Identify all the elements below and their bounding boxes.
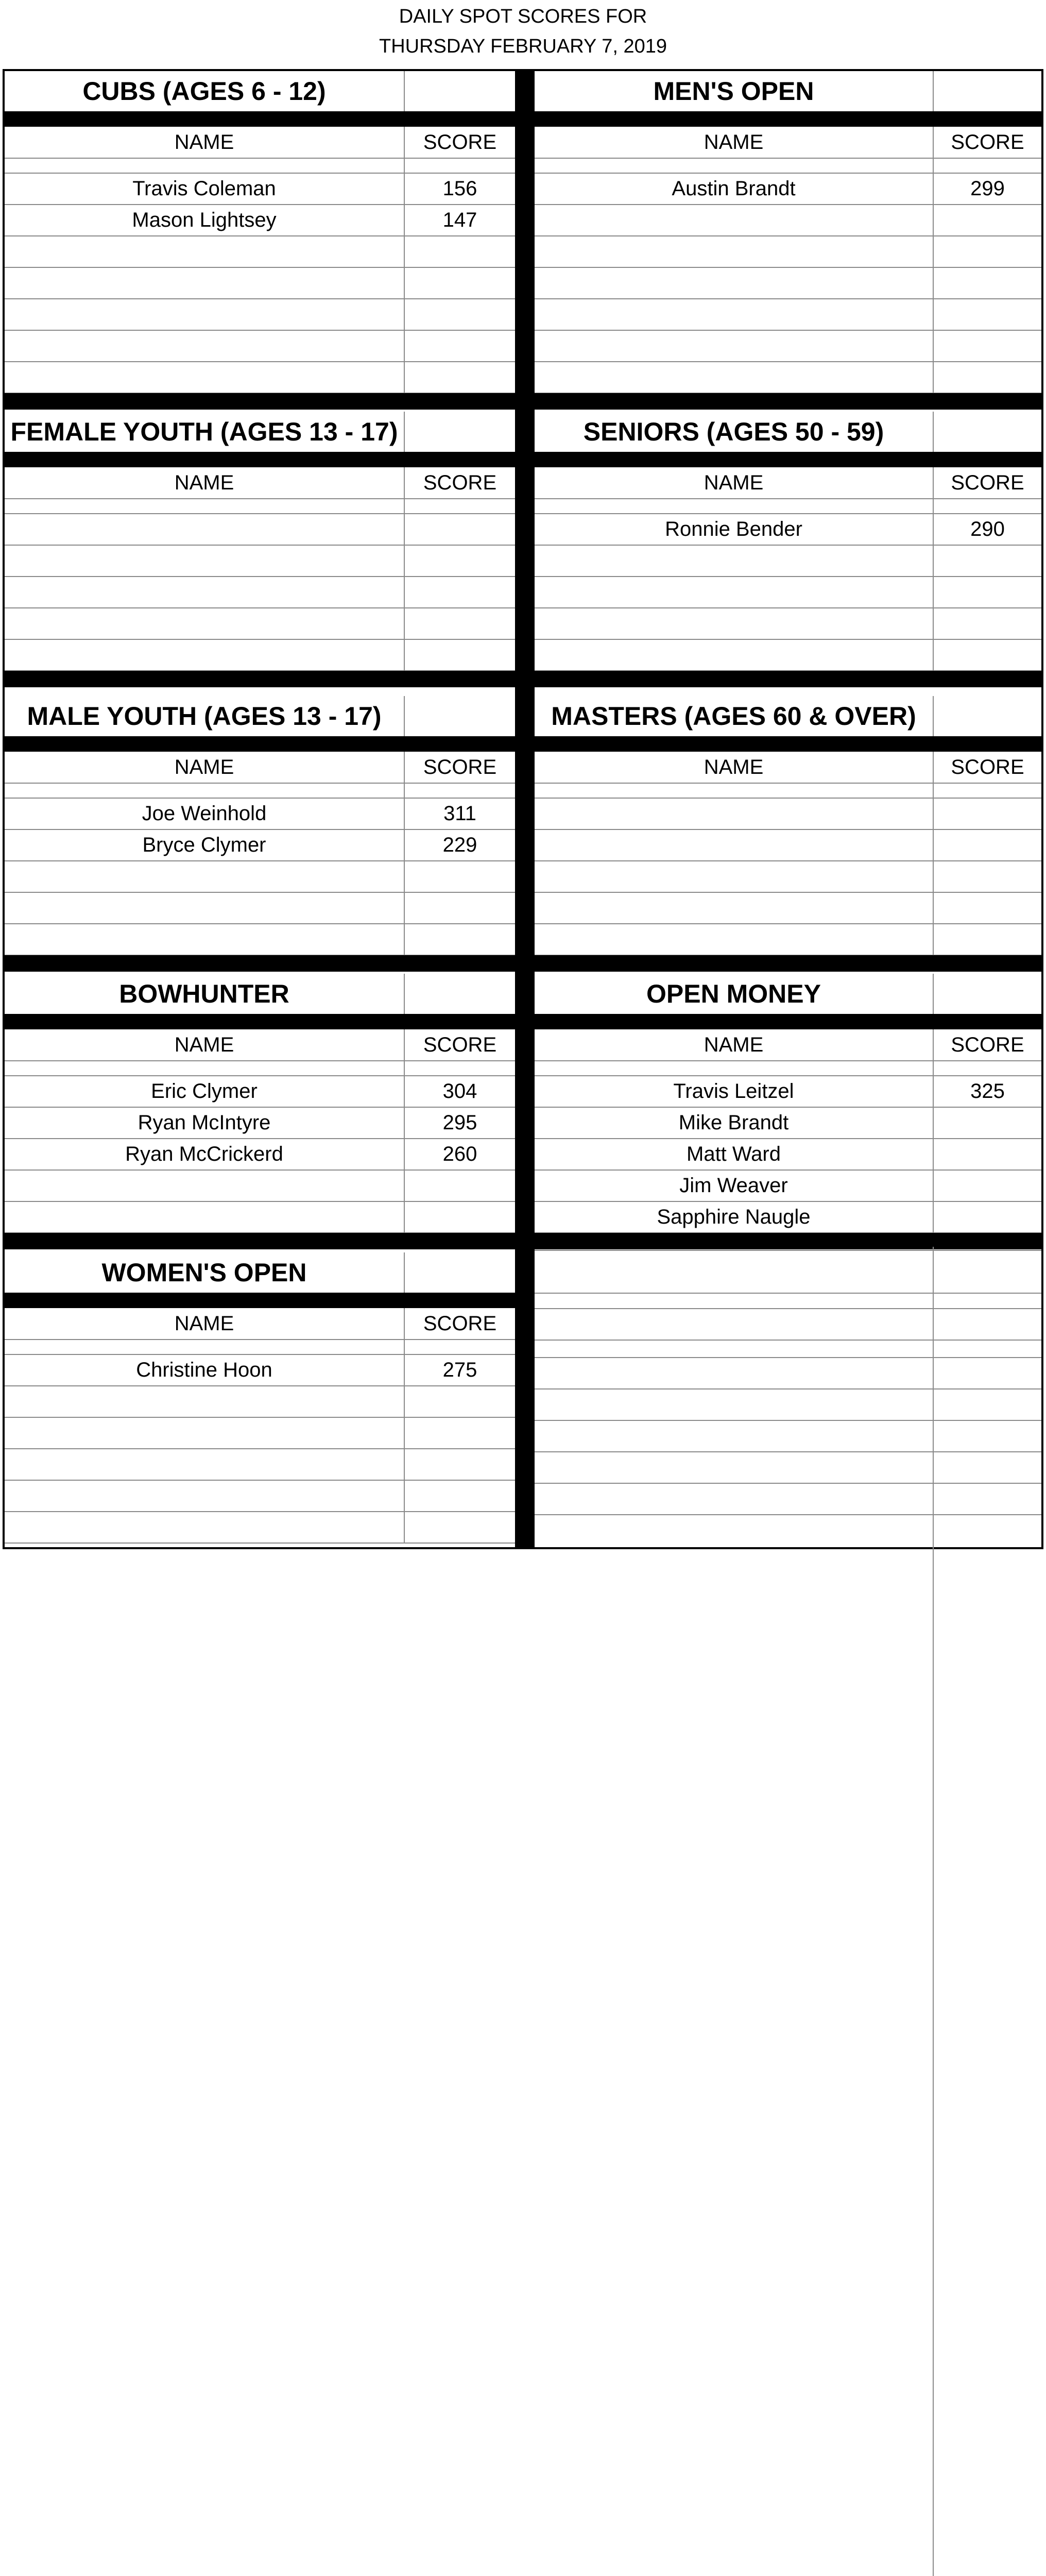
row-divider — [535, 1293, 1041, 1294]
name-column-header: NAME — [704, 471, 764, 494]
center-divider-bar — [515, 69, 535, 1548]
entrant-score: 229 — [442, 834, 477, 856]
entrant-name — [535, 545, 933, 577]
row-divider — [5, 158, 515, 159]
entrant-score: 275 — [442, 1359, 477, 1381]
row-divider — [535, 1420, 1041, 1421]
section-bar-male-youth — [5, 736, 515, 752]
page-title-line-1: DAILY SPOT SCORES FOR — [399, 6, 647, 27]
row-divider — [535, 1250, 1041, 1251]
entrant-name: Ryan McIntyre — [138, 1111, 271, 1134]
section-title-seniors: SENIORS (AGES 50 - 59) — [583, 417, 884, 446]
column-divider — [404, 1029, 405, 1233]
section-bar-cubs — [5, 111, 515, 127]
name-column-header: NAME — [174, 1312, 234, 1335]
entrant-name: Mason Lightsey — [132, 209, 277, 231]
entrant-score — [405, 1512, 515, 1543]
entrant-name: Eric Clymer — [151, 1080, 258, 1103]
entrant-name: Travis Leitzel — [673, 1080, 794, 1103]
entrant-score — [405, 892, 515, 924]
section-separator-bar — [5, 955, 515, 972]
column-divider — [404, 696, 405, 736]
entrant-name — [535, 267, 933, 299]
entrant-score — [934, 798, 1041, 829]
section-separator-bar — [5, 393, 515, 410]
entrant-name: Sapphire Naugle — [657, 1206, 811, 1228]
row-divider — [5, 1060, 515, 1061]
section-title-womens-open: WOMEN'S OPEN — [101, 1258, 307, 1287]
row-divider — [5, 498, 515, 499]
entrant-name: Mike Brandt — [678, 1111, 789, 1134]
entrant-score: 299 — [970, 177, 1005, 200]
entrant-score: 290 — [970, 518, 1005, 540]
section-separator-bar — [5, 1233, 515, 1249]
row-divider — [535, 783, 1041, 784]
entrant-score — [405, 1449, 515, 1480]
entrant-score — [405, 1201, 515, 1233]
column-divider — [404, 467, 405, 671]
entrant-name: Ryan McCrickerd — [125, 1143, 283, 1165]
entrant-score — [934, 545, 1041, 577]
column-divider — [933, 412, 934, 452]
name-column-header: NAME — [174, 1033, 234, 1056]
page-title-line-2: THURSDAY FEBRUARY 7, 2019 — [379, 36, 667, 57]
entrant-name — [5, 1170, 404, 1201]
entrant-name — [5, 236, 404, 267]
column-divider — [404, 1308, 405, 1543]
entrant-name — [535, 205, 933, 236]
section-title-open-money: OPEN MONEY — [646, 979, 821, 1008]
entrant-score — [934, 362, 1041, 393]
name-column-header: NAME — [704, 1033, 764, 1056]
score-column-header: SCORE — [423, 471, 497, 494]
entrant-name — [5, 545, 404, 577]
row-divider — [5, 783, 515, 784]
entrant-name — [535, 829, 933, 861]
section-title-female-youth: FEMALE YOUTH (AGES 13 - 17) — [10, 417, 398, 446]
column-divider — [404, 127, 405, 393]
row-divider — [535, 1357, 1041, 1358]
entrant-name — [5, 330, 404, 362]
entrant-score — [934, 299, 1041, 330]
column-divider — [933, 1029, 934, 1233]
section-title-cubs: CUBS (AGES 6 - 12) — [82, 77, 326, 106]
entrant-score — [405, 1480, 515, 1512]
entrant-name — [5, 639, 404, 671]
entrant-name — [535, 892, 933, 924]
score-column-header: SCORE — [951, 471, 1024, 494]
entrant-name: Austin Brandt — [672, 177, 796, 200]
entrant-score — [934, 1139, 1041, 1170]
entrant-name: Bryce Clymer — [142, 834, 266, 856]
entrant-score — [934, 267, 1041, 299]
score-column-header: SCORE — [423, 131, 497, 154]
entrant-score — [405, 1386, 515, 1417]
entrant-name — [535, 861, 933, 892]
entrant-name: Travis Coleman — [132, 177, 276, 200]
entrant-name — [535, 577, 933, 608]
name-column-header: NAME — [174, 471, 234, 494]
entrant-score — [934, 330, 1041, 362]
entrant-score — [934, 829, 1041, 861]
entrant-name: Matt Ward — [687, 1143, 781, 1165]
row-divider — [535, 1340, 1041, 1341]
entrant-name — [5, 1480, 404, 1512]
column-divider — [933, 71, 934, 111]
row-divider — [535, 1451, 1041, 1452]
section-bar-open-money — [535, 1014, 1041, 1029]
score-column-header: SCORE — [951, 131, 1024, 154]
section-title-mens-open: MEN'S OPEN — [653, 77, 814, 106]
entrant-name — [5, 861, 404, 892]
name-column-header: NAME — [174, 131, 234, 154]
entrant-score — [934, 892, 1041, 924]
entrant-name: Jim Weaver — [679, 1174, 788, 1197]
score-column-header: SCORE — [423, 1312, 497, 1335]
entrant-name — [5, 892, 404, 924]
column-divider — [933, 1247, 934, 2576]
entrant-score — [934, 1107, 1041, 1139]
column-divider — [933, 696, 934, 736]
section-bar-female-youth — [5, 452, 515, 467]
row-divider — [535, 1483, 1041, 1484]
entrant-score — [405, 236, 515, 267]
entrant-score — [934, 236, 1041, 267]
entrant-name — [535, 798, 933, 829]
entrant-name — [535, 362, 933, 393]
section-title-masters: MASTERS (AGES 60 & OVER) — [551, 702, 916, 731]
score-column-header: SCORE — [951, 1033, 1024, 1056]
entrant-name — [535, 639, 933, 671]
entrant-name: Christine Hoon — [136, 1359, 272, 1381]
entrant-score — [934, 861, 1041, 892]
name-column-header: NAME — [704, 131, 764, 154]
entrant-score — [405, 545, 515, 577]
score-column-header: SCORE — [951, 756, 1024, 778]
section-separator-bar — [535, 955, 1041, 972]
entrant-name — [5, 1449, 404, 1480]
entrant-score — [934, 577, 1041, 608]
entrant-score — [405, 924, 515, 955]
section-separator-bar — [5, 671, 515, 687]
entrant-score — [405, 639, 515, 671]
entrant-name — [5, 924, 404, 955]
row-divider — [5, 1339, 515, 1340]
entrant-score: 304 — [442, 1080, 477, 1103]
entrant-score — [405, 1417, 515, 1449]
entrant-score — [405, 299, 515, 330]
entrant-name — [535, 236, 933, 267]
entrant-name — [535, 330, 933, 362]
entrant-name — [5, 608, 404, 639]
entrant-score — [934, 1201, 1041, 1233]
score-column-header: SCORE — [423, 756, 497, 778]
column-divider — [404, 1252, 405, 1293]
entrant-score — [405, 330, 515, 362]
entrant-name — [5, 299, 404, 330]
column-divider — [933, 974, 934, 1014]
entrant-score — [405, 861, 515, 892]
name-column-header: NAME — [704, 756, 764, 778]
entrant-score: 295 — [442, 1111, 477, 1134]
section-bar-mens-open — [535, 111, 1041, 127]
entrant-score — [405, 577, 515, 608]
entrant-score: 156 — [442, 177, 477, 200]
entrant-name — [5, 577, 404, 608]
entrant-score — [405, 608, 515, 639]
entrant-score: 311 — [443, 802, 476, 825]
entrant-name: Ronnie Bender — [665, 518, 802, 540]
column-divider — [933, 467, 934, 671]
section-bar-masters — [535, 736, 1041, 752]
column-divider — [404, 752, 405, 955]
entrant-score: 147 — [442, 209, 477, 231]
section-separator-bar — [535, 671, 1041, 687]
score-column-header: SCORE — [423, 1033, 497, 1056]
column-divider — [933, 127, 934, 393]
entrant-score: 325 — [970, 1080, 1005, 1103]
entrant-name — [535, 608, 933, 639]
entrant-score — [934, 1170, 1041, 1201]
row-divider — [5, 1543, 515, 1544]
column-divider — [404, 974, 405, 1014]
section-title-bowhunter: BOWHUNTER — [119, 979, 289, 1008]
entrant-score — [405, 1170, 515, 1201]
entrant-score — [934, 924, 1041, 955]
column-divider — [404, 71, 405, 111]
row-divider — [535, 158, 1041, 159]
column-divider — [933, 752, 934, 955]
entrant-name — [5, 514, 404, 545]
section-bar-seniors — [535, 452, 1041, 467]
entrant-score — [934, 639, 1041, 671]
column-divider — [404, 412, 405, 452]
name-column-header: NAME — [174, 756, 234, 778]
entrant-score — [405, 362, 515, 393]
row-divider — [535, 498, 1041, 499]
entrant-score: 260 — [442, 1143, 477, 1165]
entrant-name — [5, 1386, 404, 1417]
row-divider — [535, 1308, 1041, 1309]
entrant-score — [934, 608, 1041, 639]
entrant-name — [535, 299, 933, 330]
section-bar-womens-open — [5, 1293, 515, 1308]
row-divider — [535, 1388, 1041, 1389]
row-divider — [535, 1514, 1041, 1515]
entrant-name — [5, 267, 404, 299]
entrant-score — [934, 205, 1041, 236]
entrant-name — [535, 924, 933, 955]
entrant-name — [5, 1417, 404, 1449]
section-title-male-youth: MALE YOUTH (AGES 13 - 17) — [27, 702, 382, 731]
entrant-name: Joe Weinhold — [142, 802, 267, 825]
entrant-name — [5, 1201, 404, 1233]
row-divider — [535, 1060, 1041, 1061]
entrant-score — [405, 267, 515, 299]
entrant-score — [405, 514, 515, 545]
section-separator-bar — [535, 1233, 1041, 1249]
entrant-name — [5, 362, 404, 393]
section-bar-bowhunter — [5, 1014, 515, 1029]
section-separator-bar — [535, 393, 1041, 410]
entrant-name — [5, 1512, 404, 1543]
